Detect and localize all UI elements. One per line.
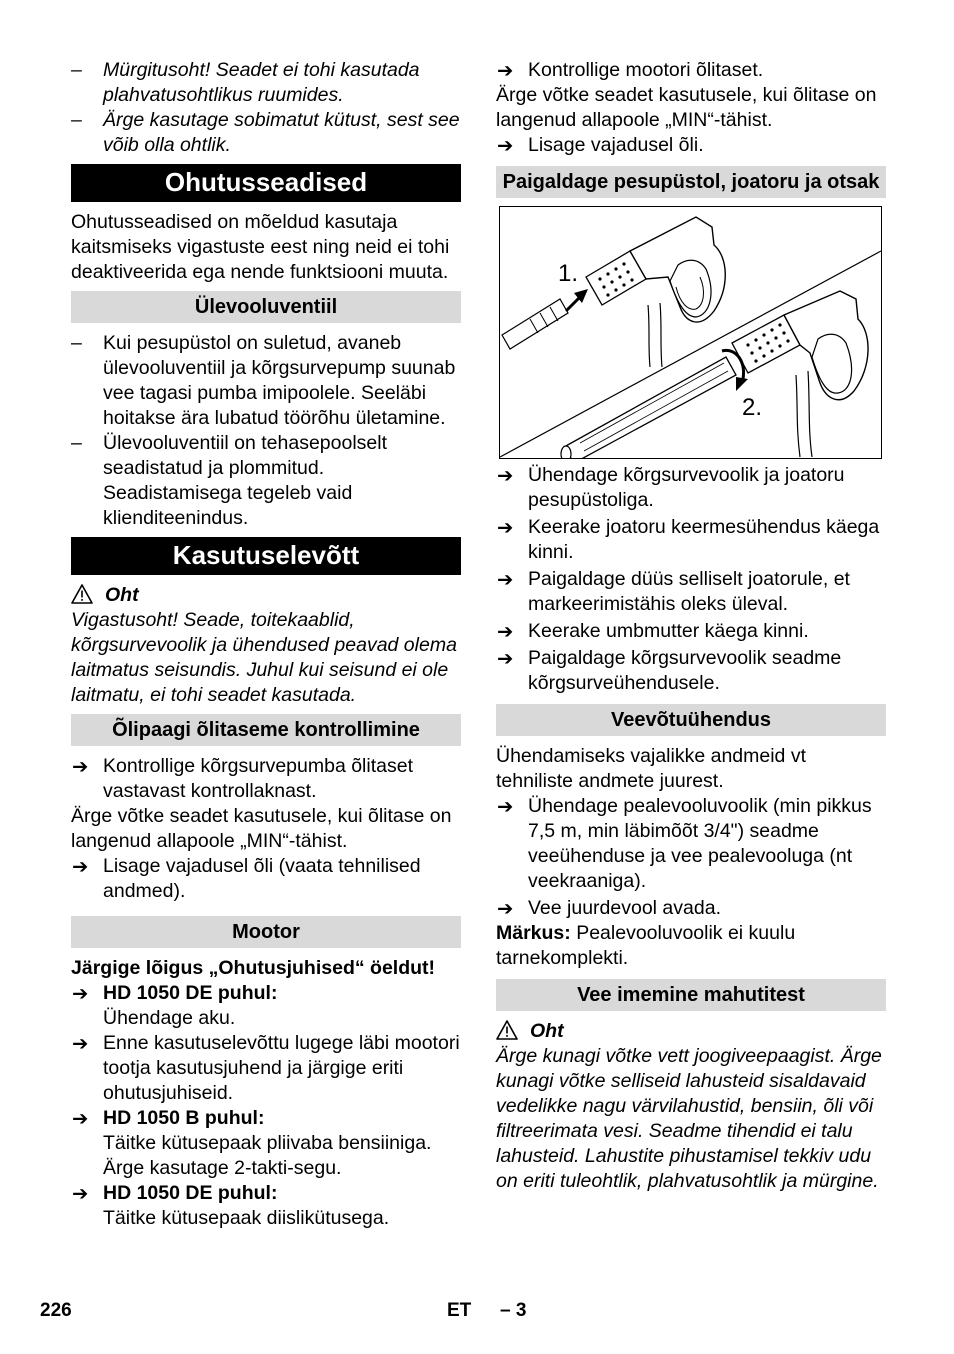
motor-step-text: Ärge kasutage 2-takti-segu. <box>103 1157 342 1179</box>
page-number: 226 <box>40 1300 72 1321</box>
section-number: – 3 <box>500 1300 527 1321</box>
note-label: Märkus: <box>496 922 571 944</box>
arrow-right-icon: ➔ <box>72 1108 89 1130</box>
water-text: Ühendamiseks vajalikke andmeid vt tehniliste andmete juurest. <box>496 745 806 792</box>
right-column <box>496 58 886 1194</box>
list-item: ➔ Paigaldage kõrgsurvevoolik seadme kõrgsurveühendusele. <box>497 647 842 694</box>
list-item: ➔ Kontrollige kõrgsurvepumba õlitaset vastavast kontrollaknast. <box>72 755 414 802</box>
warning-label: Oht <box>496 1019 886 1044</box>
motor-step-text: Täitke kütusepaak pliivaba bensiiniga. <box>103 1132 432 1154</box>
gun-install-heading: Paigaldage pesupüstol, joatoru ja otsak <box>496 166 886 198</box>
arrow-right-icon: ➔ <box>72 1033 89 1055</box>
figure-step-label: 2. <box>742 394 763 421</box>
arrow-right-icon: ➔ <box>497 648 514 670</box>
figure-step-label: 1. <box>558 260 579 287</box>
arrow-right-icon: ➔ <box>497 569 514 591</box>
list-item: – Ülevooluventiil on tehasepoolselt seadistatud ja plommitud. Seadistamisega tegeleb vaid klienditeenindus. <box>71 432 388 529</box>
water-connection-heading: Veevõtuühendus <box>496 704 886 736</box>
dash-marker: – <box>71 432 82 454</box>
list-item: – Mürgitusoht! Seadet ei tohi kasutada plahvatusohtlikus ruumides. <box>71 59 420 106</box>
list-item: ➔ HD 1050 B puhul: <box>72 1107 265 1130</box>
arrow-right-icon: ➔ <box>497 517 514 539</box>
motor-note: Järgige lõigus „Ohutusjuhised“ öeldut! <box>71 957 436 979</box>
suction-warning-text: Ärge kunagi võtke vett joogiveepaagist. Ärge kunagi võtke selliseid lahusteid sisaldavaid vedelikke nagu värvilahustid, bensiin, õli või filtreerimata vesi. Seadme tihendid ei talu lahusteid. Lahustite pihustamisel tekkiv udu on eriti tuleohtlik, plahvatusohtlik ja mürgine. <box>496 1045 882 1192</box>
list-item: – Ärge kasutage sobimatut kütust, sest see võib olla ohtlik. <box>71 109 460 156</box>
list-item: ➔ Keerake joatoru keermesühendus käega kinni. <box>497 516 880 563</box>
warning-text: Vigastusoht! Seade, toitekaablid, kõrgsurvevoolik ja ühendused peavad olema laitmatus seisundis. Juhul kui seisund ei ole laitmatu, ei tohi seadet kasutada. <box>71 609 457 706</box>
dash-marker: – <box>71 59 82 81</box>
list-item: ➔ Ühendage kõrgsurvevoolik ja joatoru pesupüstoliga. <box>497 464 845 511</box>
dash-marker: – <box>71 109 82 131</box>
safety-text: Ohutusseadised on mõeldud kasutaja kaitsmiseks vigastuste eest ning neid ei tohi deaktiveerida ega nende funktsiooni muuta. <box>71 211 450 283</box>
startup-heading: Kasutuselevõtt <box>71 537 461 575</box>
dash-marker: – <box>71 332 82 354</box>
gun-assembly-drawing <box>500 207 881 458</box>
list-item: ➔ Lisage vajadusel õli (vaata tehnilised andmed). <box>72 855 421 902</box>
motor-step-text: Täitke kütusepaak diislikütusega. <box>103 1207 390 1229</box>
arrow-right-icon: ➔ <box>72 983 89 1005</box>
oil-check-heading: Õlipaagi õlitaseme kontrollimine <box>71 714 461 746</box>
list-item: ➔ Keerake umbmutter käega kinni. <box>497 620 809 643</box>
suction-heading: Vee imemine mahutitest <box>496 979 886 1011</box>
list-item: ➔ HD 1050 DE puhul: <box>72 982 278 1005</box>
list-item: ➔ Vee juurdevool avada. <box>497 897 721 920</box>
warning-triangle-icon <box>496 1020 518 1047</box>
list-item: ➔ Lisage vajadusel õli. <box>497 134 704 157</box>
warning-label: Oht <box>71 583 461 608</box>
arrow-right-icon: ➔ <box>497 135 514 157</box>
arrow-right-icon: ➔ <box>497 60 514 82</box>
list-item: ➔ Kontrollige mootori õlitaset. <box>497 59 764 82</box>
motor-heading: Mootor <box>71 916 461 948</box>
list-item: ➔ Paigaldage düüs selliselt joatorule, et markeerimistähis oleks üleval. <box>497 568 850 615</box>
note-paragraph <box>496 921 886 971</box>
safety-heading: Ohutusseadised <box>71 164 461 202</box>
arrow-right-icon: ➔ <box>497 621 514 643</box>
language-code: ET <box>447 1300 472 1321</box>
list-item: – Kui pesupüstol on suletud, avaneb ülevooluventiil ja kõrgsurvepump suunab vee tagasi pumba imipoolele. Seeläbi hoitakse ära lubatud töörõhu ületamine. <box>71 332 456 429</box>
motor-oil-text: Ärge võtke seadet kasutusele, kui õlitase on langenud allapoole „MIN“-tähist. <box>496 84 877 131</box>
overflow-valve-heading: Ülevooluventiil <box>71 291 461 323</box>
gun-assembly-illustration <box>499 206 882 459</box>
list-item: ➔ HD 1050 DE puhul: <box>72 1182 278 1205</box>
arrow-right-icon: ➔ <box>497 796 514 818</box>
arrow-right-icon: ➔ <box>497 465 514 487</box>
arrow-right-icon: ➔ <box>72 856 89 878</box>
warning-triangle-icon <box>71 584 93 611</box>
list-item: ➔ Enne kasutuselevõttu lugege läbi mootori tootja kasutusjuhend ja järgige eriti ohutusjuhiseid. <box>72 1032 460 1104</box>
left-column <box>71 58 461 1231</box>
arrow-right-icon: ➔ <box>72 756 89 778</box>
note-text: Pealevooluvoolik ei kuulu tarnekomplekti. <box>496 922 796 969</box>
arrow-right-icon: ➔ <box>497 898 514 920</box>
oil-text: Ärge võtke seadet kasutusele, kui õlitase on langenud allapoole „MIN“-tähist. <box>71 805 452 852</box>
list-item: ➔ Ühendage pealevooluvoolik (min pikkus 7,5 m, min läbimõõt 3/4") seadme veeühenduse ja vee pealevooluga (nt veekraaniga). <box>497 795 872 892</box>
motor-step-text: Ühendage aku. <box>103 1007 236 1029</box>
arrow-right-icon: ➔ <box>72 1183 89 1205</box>
